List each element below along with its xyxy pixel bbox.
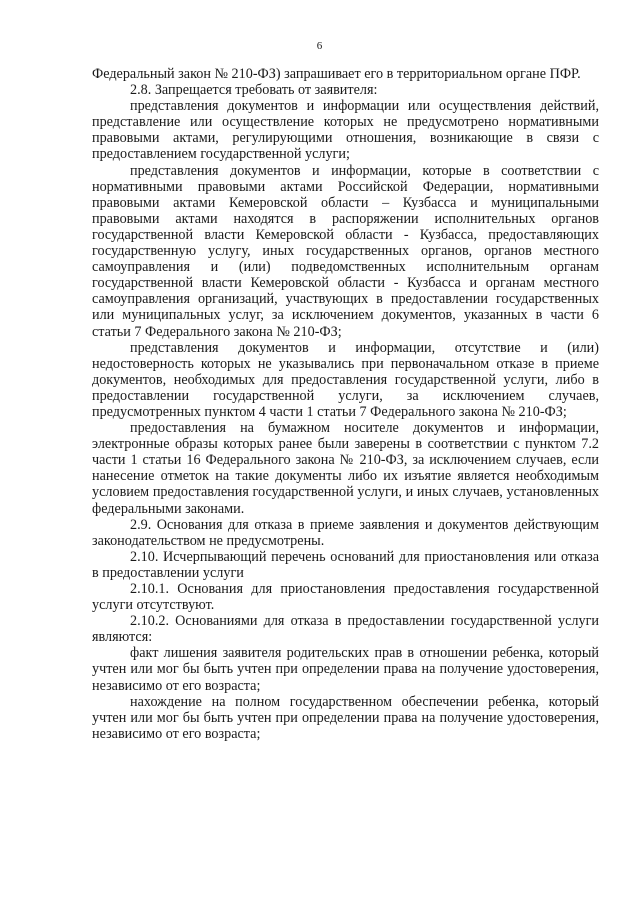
paragraph: 2.10.2. Основаниями для отказа в предоставлении государственной услуги являются:	[92, 613, 599, 646]
paragraph: факт лишения заявителя родительских прав в отношении ребенка, который учтен или мог бы быть учтен при определении права на получение удостоверения, независимо от его возраста;	[92, 645, 599, 694]
page-number: 6	[316, 40, 323, 52]
paragraph: предоставления на бумажном носителе документов и информации, электронные образы которых ранее были заверены в соответствии с пунктом 7.2 части 1 статьи 16 Федерального закона № 210-ФЗ, за исключением случаев, если нанесение отметок на такие документы либо их изъятие является необходимым условием предоставления государственной услуги, и иных случаев, установленных федеральными законами.	[92, 420, 599, 517]
paragraph: нахождение на полном государственном обеспечении ребенка, который учтен или мог бы быть учтен при определении права на получение удостоверения, независимо от его возраста;	[92, 693, 599, 742]
paragraph: 2.8. Запрещается требовать от заявителя:	[130, 82, 378, 99]
paragraph: 2.9. Основания для отказа в приеме заявления и документов действующим законодательством не предусмотрены.	[92, 516, 599, 549]
paragraph: представления документов и информации, которые в соответствии с нормативными правовыми актами Российской Федерации, нормативными правовыми актами Кемеровской области – Кузбасса и муниципальными правовыми актами находятся в распоряжении исполнительных органов государственной власти Кемеровской области - Кузбасса, предоставляющих государственную услугу, иных государственных органов, органов местного самоуправления и (или) подведомственных исполнительным органам государственной власти Кемеровской области - Кузбасса и органам местного самоуправления организаций, участвующих в предоставлении государственных или муниципальных услуг, за исключением документов, указанных в части 6 статьи 7 Федерального закона № 210-ФЗ;	[92, 162, 599, 340]
paragraph: 2.10.1. Основания для приостановления предоставления государственной услуги отсутствуют.	[92, 581, 599, 614]
document-body	[92, 66, 599, 742]
paragraph: 2.10. Исчерпывающий перечень оснований для приостановления или отказа в предоставлении услуги	[92, 548, 599, 581]
paragraph: представления документов и информации, отсутствие и (или) недостоверность которых не указывались при первоначальном отказе в приеме документов, необходимых для предоставления государственной услуги, либо в предоставлении государственной услуги, за исключением случаев, предусмотренных пунктом 4 части 1 статьи 7 Федерального закона № 210-ФЗ;	[92, 339, 599, 420]
paragraph: Федеральный закон № 210-ФЗ) запрашивает его в территориальном органе ПФР.	[92, 66, 581, 82]
paragraph: представления документов и информации или осуществления действий, представление или осуществление которых не предусмотрено нормативными правовыми актами, регулирующими отношения, возникающие в связи с предоставлением государственной услуги;	[92, 98, 599, 163]
